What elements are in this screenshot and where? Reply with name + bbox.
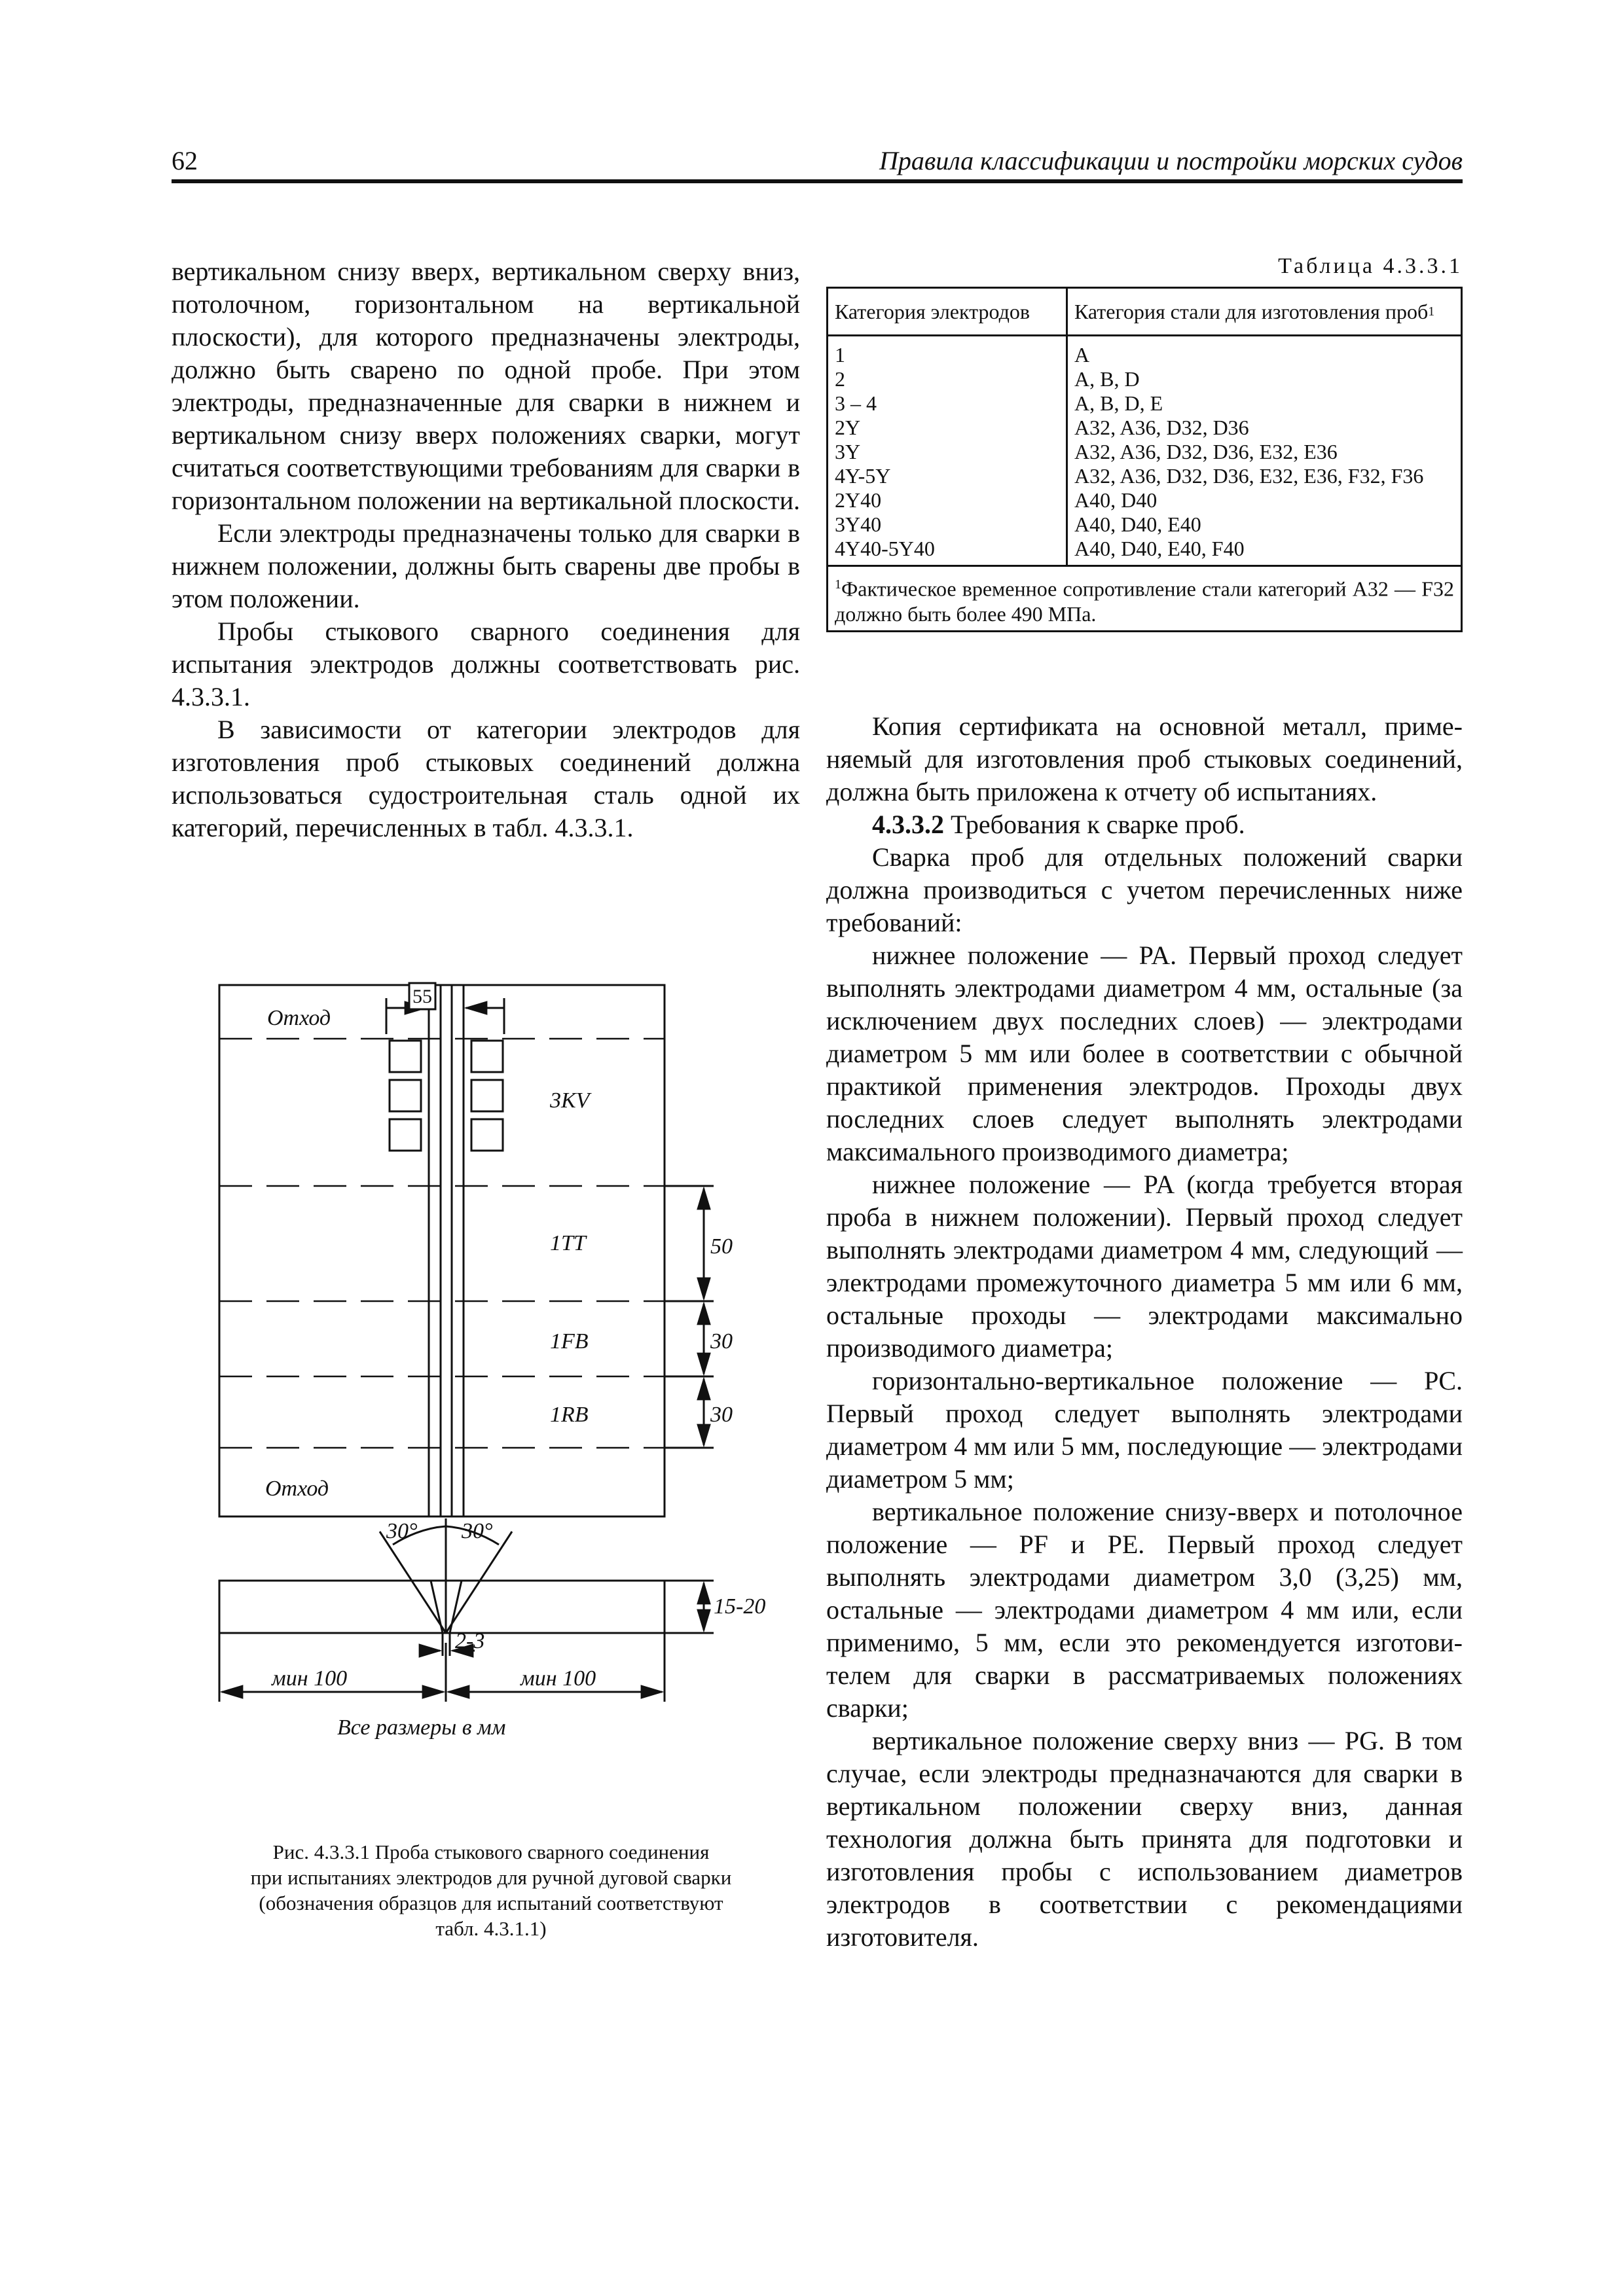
paragraph: Если электроды предназначены только для сварки в нижнем положении, должны быть сварены две пробы в этом положении. (172, 518, 800, 613)
electrode-category-column (828, 336, 1068, 565)
label-dim-55: 55 (412, 986, 432, 1007)
plate-cross-section (219, 1581, 665, 1633)
paragraph: Пробы стыкового сварного соединения для испытания электродов должны соответствовать рис. 4.3.3.1. (172, 617, 800, 711)
label-otkhod-top: Отход (267, 1006, 331, 1030)
table-cell: A32, A36, D32, D36, E32, E36, F32, F36 (1074, 464, 1424, 488)
page-header (172, 145, 1463, 178)
label-1tt: 1TT (550, 1231, 586, 1255)
running-title: Правила классификации и постройки морских судов (879, 146, 1463, 175)
table-header-electrode: Категория электродов (828, 289, 1068, 334)
test-piece-drawing (196, 962, 799, 1741)
table-cell: 3Y40 (835, 512, 882, 536)
section-number: 4.3.3.2 (872, 810, 944, 839)
figure-caption-line: Рис. 4.3.3.1 Проба стыкового сварного соединения (272, 1840, 710, 1863)
section-heading (826, 808, 1463, 841)
label-min-right: мин 100 (520, 1666, 596, 1691)
label-angle-left: 30° (386, 1519, 418, 1543)
page-number: 62 (172, 146, 198, 175)
table-header-row (828, 289, 1461, 336)
paragraph: нижнее положение — PA. Первый проход следует выполнять электродами диаметром 4 мм, остальные (за исключением двух последних слоев) — электродами диаметром 5 мм или более в соответствии с обычной практикой применения электродов. Проходы двух последних слоев следует выполнять электродами максимального производимого диаметра; (826, 941, 1463, 1166)
paragraph: В зависимости от категории электродов для изготовления проб стыковых соединений должна использоваться судостроительная сталь одной их категорий, перечисленных в табл. 4.3.3.1. (172, 715, 800, 842)
table-cell: 1 (835, 343, 845, 367)
label-1rb: 1RB (550, 1403, 589, 1427)
table-footnote: $^1$Фактическое временное сопротивление стали категорий A32 — F32 должно быть более 490 МПа. (828, 565, 1461, 630)
left-column (172, 255, 800, 844)
table-cell: 2 (835, 367, 845, 391)
paragraph: вертикальное положение сверху вниз — PG. В том случае, если электроды предназначаются для сварки в вертикальном положении сверху вниз, данная технология должна быть принята для подготовки и изготовления пробы с использованием диаметров электродов в соответствии с рекомендациями изготовителя. (826, 1726, 1463, 1952)
table-cell: A40, D40 (1074, 488, 1158, 512)
label-gap: 2-3 (455, 1629, 485, 1653)
table-cell: A, B, D, E (1074, 391, 1163, 415)
table-body (828, 336, 1461, 565)
table-caption: Таблица 4.3.3.1 (1278, 254, 1463, 278)
label-otkhod-bottom: Отход (265, 1477, 329, 1501)
plate-outline (219, 985, 665, 1516)
figure-caption (223, 1839, 759, 1941)
table-cell: A40, D40, E40 (1074, 512, 1201, 536)
test-piece-figure (196, 962, 799, 1741)
label-dim-30-b: 30 (710, 1403, 733, 1427)
header-rule (172, 179, 1463, 183)
figure-caption-line: табл. 4.3.1.1) (435, 1917, 547, 1940)
paragraph: Сварка проб для отдельных положений сварки должна производиться с учетом перечисленных ниже требований: (826, 842, 1463, 937)
table-cell: A40, D40, E40, F40 (1074, 537, 1245, 560)
right-column (826, 710, 1463, 1954)
label-dim-50: 50 (710, 1234, 733, 1259)
table-cell: 3Y (835, 440, 861, 463)
paragraph: нижнее положение — PA (когда требуется вторая проба в нижнем положении). Первый проход следует выполнять электродами диаметром 4 мм, следующий — электродами промежуточного диаметра 5 мм или 6 мм, остальные проходы — электродами максимально производимого диаметра; (826, 1170, 1463, 1363)
table-cell: 4Y-5Y (835, 464, 891, 488)
table-cell: 3 – 4 (835, 391, 877, 415)
table-cell: 2Y (835, 416, 861, 439)
table-cell: 4Y40-5Y40 (835, 537, 935, 560)
label-thickness: 15-20 (714, 1594, 766, 1619)
table-cell: A (1074, 343, 1090, 367)
paragraph: горизонтально-вертикальное положение — PC. Первый проход следует выполнять электродами диаметром 4 мм или 5 мм, последующие — электродами диаметром 5 мм; (826, 1366, 1463, 1494)
label-min-left: мин 100 (272, 1666, 348, 1691)
table-header-steel: Категория стали для изготовления проб 1 (1074, 299, 1435, 323)
table-cell: A32, A36, D32, D36, E32, E36 (1074, 440, 1338, 463)
paragraph: вертикальное положение снизу-вверх и потолочное положение — PF и PE. Первый проход следует выполнять электродами диаметром 3,0 (3,25) мм, остальные — электродами диаметром 4 мм или, если применимо, 5 мм, если это рекомендуется изготовителем для сварки в рассматриваемых положениях сварки; (826, 1497, 1463, 1723)
table-cell: 2Y40 (835, 488, 882, 512)
label-1fb: 1FB (550, 1329, 589, 1354)
label-3kv: 3KV (550, 1088, 590, 1113)
paragraph: Копия сертификата на основной металл, применяемый для изготовления проб стыковых соединений, должна быть приложена к отчету об испытаниях. (826, 711, 1463, 806)
label-units-note: Все размеры в мм (337, 1715, 506, 1740)
electrode-steel-table (826, 287, 1463, 632)
figure-caption-line: при испытаниях электродов для ручной дуговой сварки (250, 1866, 732, 1889)
table-cell: A32, A36, D32, D36 (1074, 416, 1249, 439)
label-angle-right: 30° (462, 1519, 493, 1543)
table-cell: A, B, D (1074, 367, 1140, 391)
section-title: Требования к сварке проб. (944, 810, 1245, 839)
figure-caption-line: (обозначения образцов для испытаний соответствуют (259, 1892, 723, 1914)
label-dim-30-a: 30 (710, 1329, 733, 1354)
paragraph: вертикальном снизу вверх, вертикальном сверху вниз, потолочном, горизонтальном на вертикальной плоскости), для которого предназначены электроды, должно быть сварено по одной пробе. При этом электроды, предназначенные для сварки в нижнем и вертикальном снизу вверх положениях сварки, могут считаться соответствующими требованиям для сварки в горизонтальном положении на вертикальной плоскости. (172, 257, 800, 515)
steel-category-column (1068, 336, 1461, 565)
